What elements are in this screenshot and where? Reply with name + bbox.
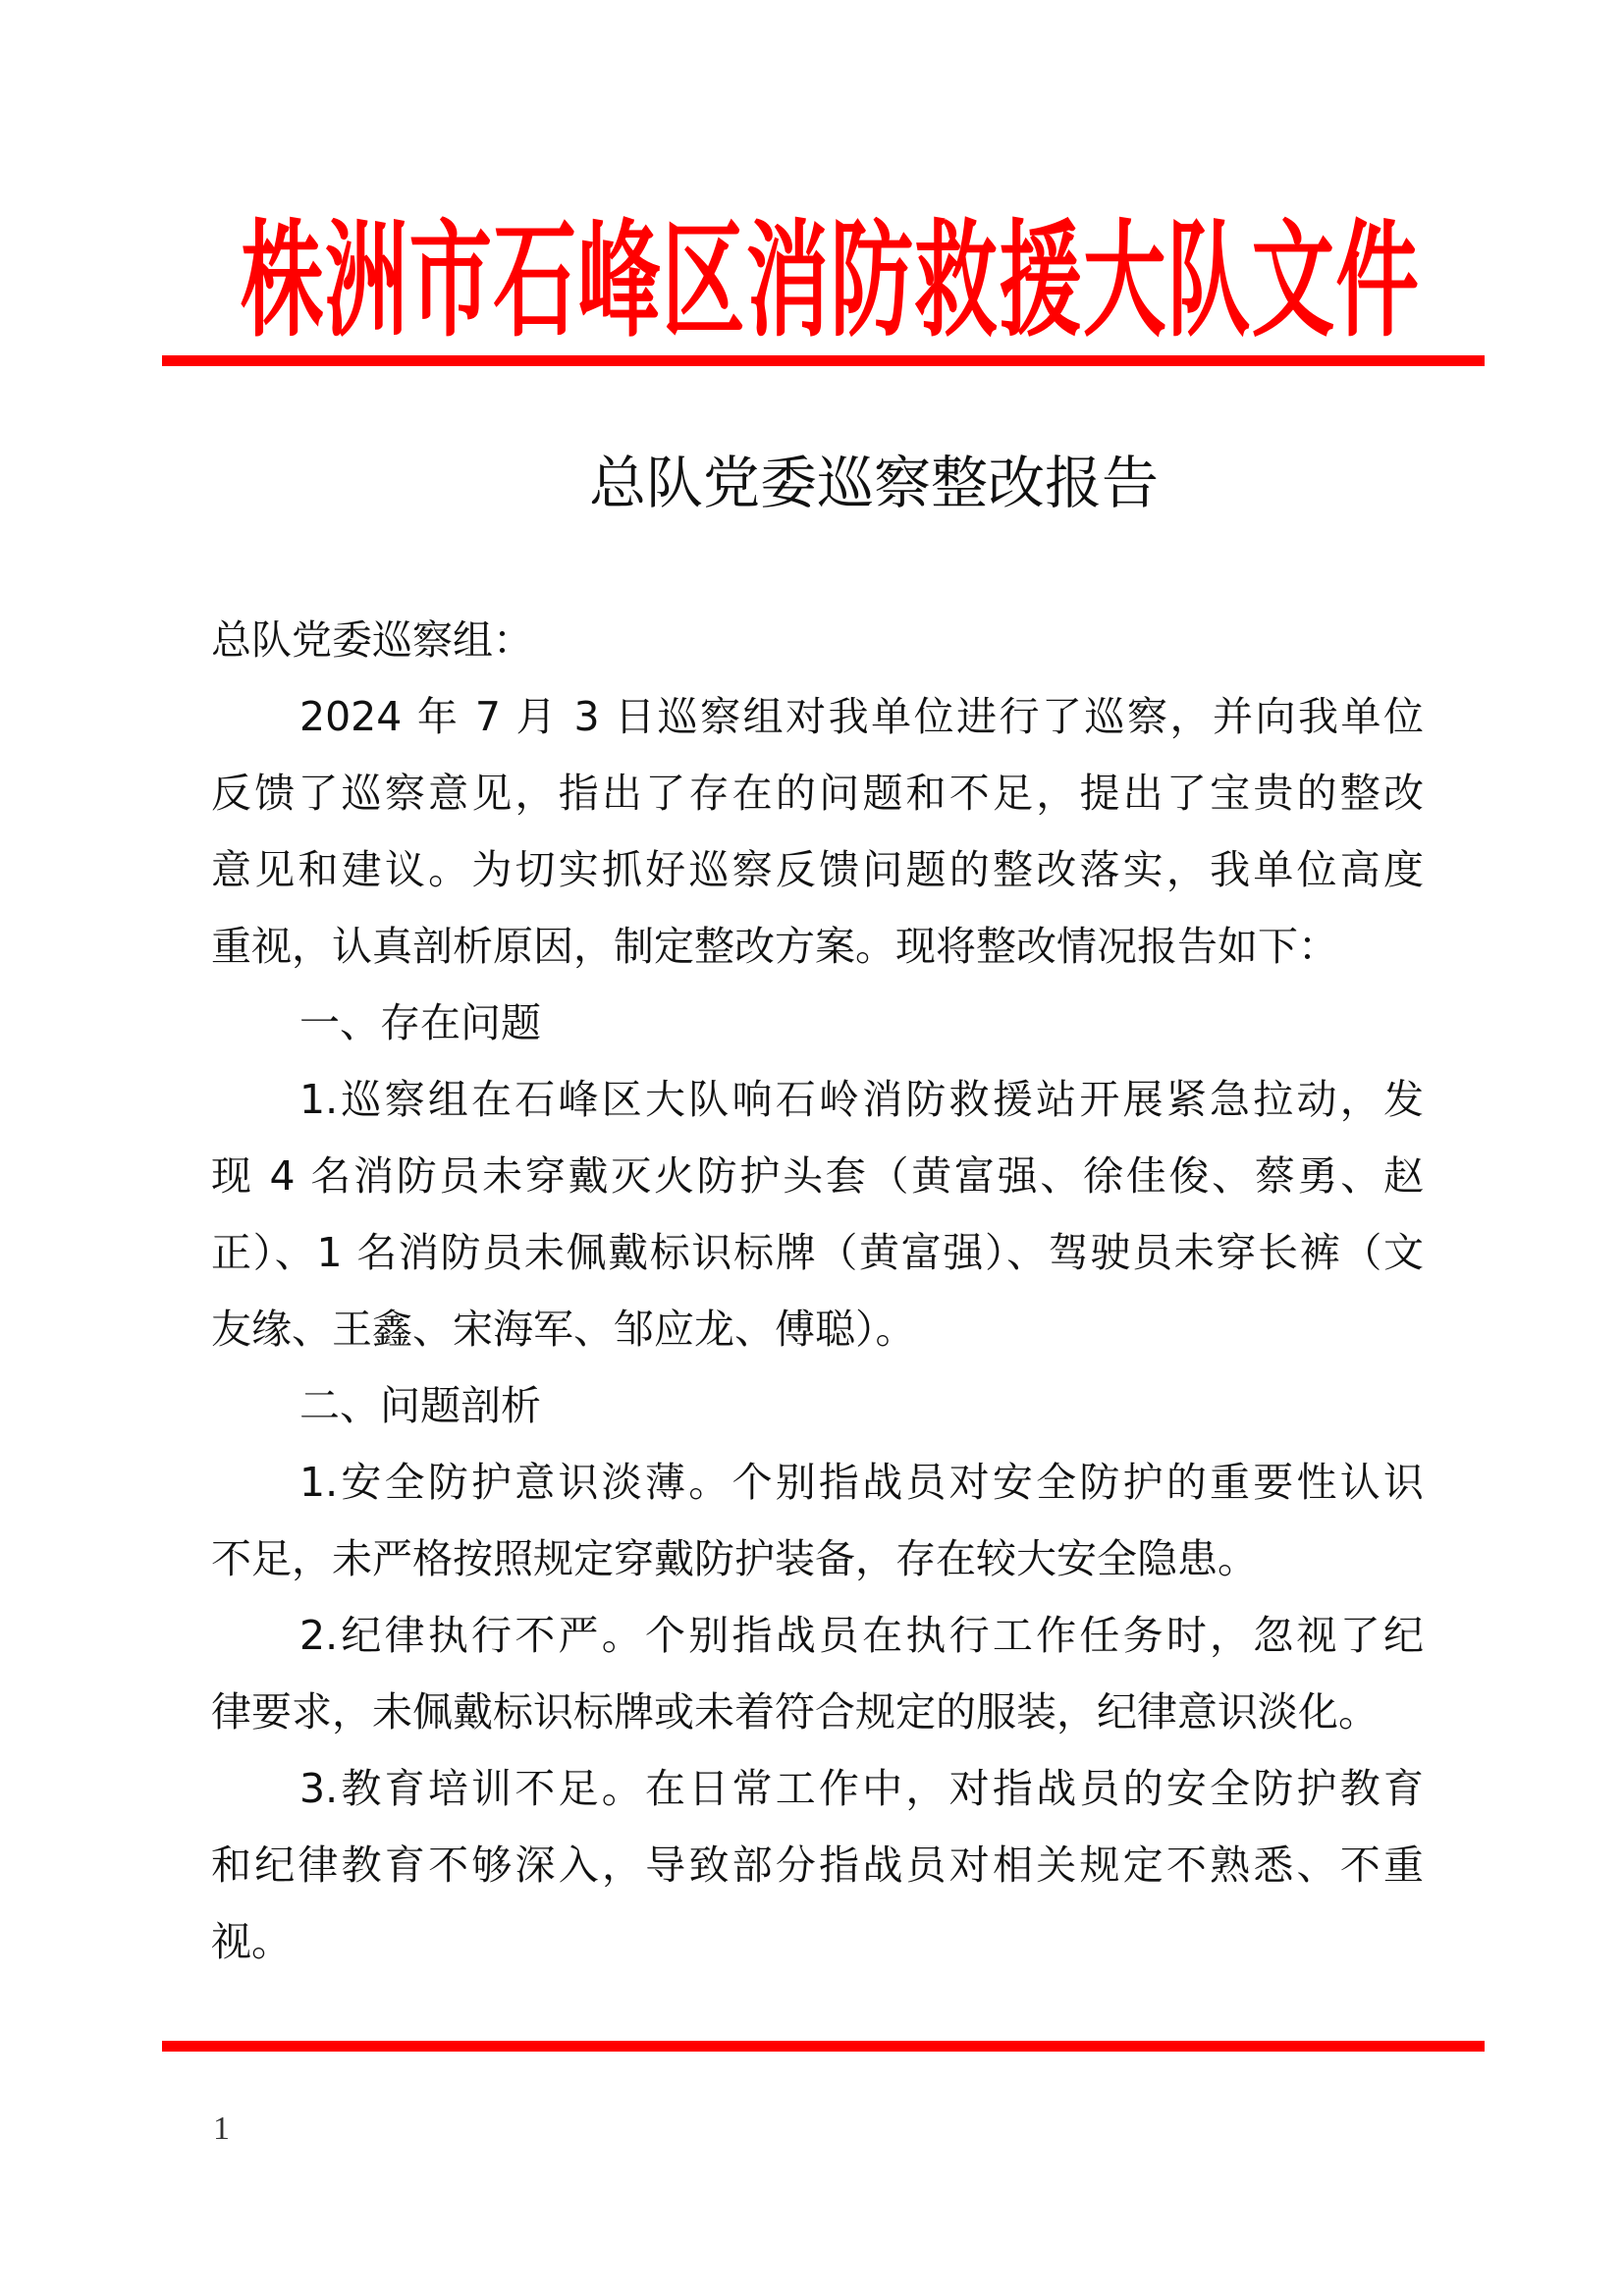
document-header-title: 株洲市石峰区消防救援大队文件 xyxy=(241,208,1421,354)
page-number: 1 xyxy=(213,2110,230,2147)
paragraph-line: 1.安全防护意识淡薄。个别指战员对安全防护的重要性认识 xyxy=(299,1459,1424,1506)
paragraph-line: 重视，认真剖析原因，制定整改方案。现将整改情况报告如下： xyxy=(211,923,1338,970)
section-heading: 一、存在问题 xyxy=(299,999,541,1046)
paragraph-line: 意见和建议。为切实抓好巡察反馈问题的整改落实，我单位高度 xyxy=(211,846,1424,893)
paragraph-line: 1.巡察组在石峰区大队响石岭消防救援站开展紧急拉动，发 xyxy=(299,1076,1424,1123)
paragraph-line: 2.纪律执行不严。个别指战员在执行工作任务时，忽视了纪 xyxy=(299,1612,1424,1659)
footer-red-rule xyxy=(162,2041,1485,2052)
paragraph-line: 3.教育培训不足。在日常工作中，对指战员的安全防护教育 xyxy=(299,1765,1424,1812)
paragraph-line: 2024 年 7 月 3 日巡察组对我单位进行了巡察，并向我单位 xyxy=(299,693,1424,740)
header-red-rule xyxy=(162,355,1485,366)
salutation: 总队党委巡察组： xyxy=(211,616,533,664)
paragraph-line: 反馈了巡察意见，指出了存在的问题和不足，提出了宝贵的整改 xyxy=(211,770,1424,817)
paragraph-line: 律要求，未佩戴标识标牌或未着符合规定的服装，纪律意识淡化。 xyxy=(211,1688,1379,1735)
paragraph-line: 正）、1 名消防员未佩戴标识标牌（黄富强）、驾驶员未穿长裤（文 xyxy=(211,1229,1424,1276)
paragraph-line: 和纪律教育不够深入，导致部分指战员对相关规定不熟悉、不重 xyxy=(211,1842,1424,1889)
paragraph-line: 现 4 名消防员未穿戴灭火防护头套（黄富强、徐佳俊、蔡勇、赵 xyxy=(211,1152,1424,1200)
section-heading: 二、问题剖析 xyxy=(299,1382,541,1429)
document-title: 总队党委巡察整改报告 xyxy=(588,450,1159,516)
document-body xyxy=(211,602,1424,1980)
paragraph-line: 友缘、王鑫、宋海军、邹应龙、傅聪）。 xyxy=(211,1306,916,1353)
paragraph-line: 视。 xyxy=(211,1918,292,1965)
paragraph-line: 不足，未严格按照规定穿戴防护装备，存在较大安全隐患。 xyxy=(211,1535,1258,1582)
